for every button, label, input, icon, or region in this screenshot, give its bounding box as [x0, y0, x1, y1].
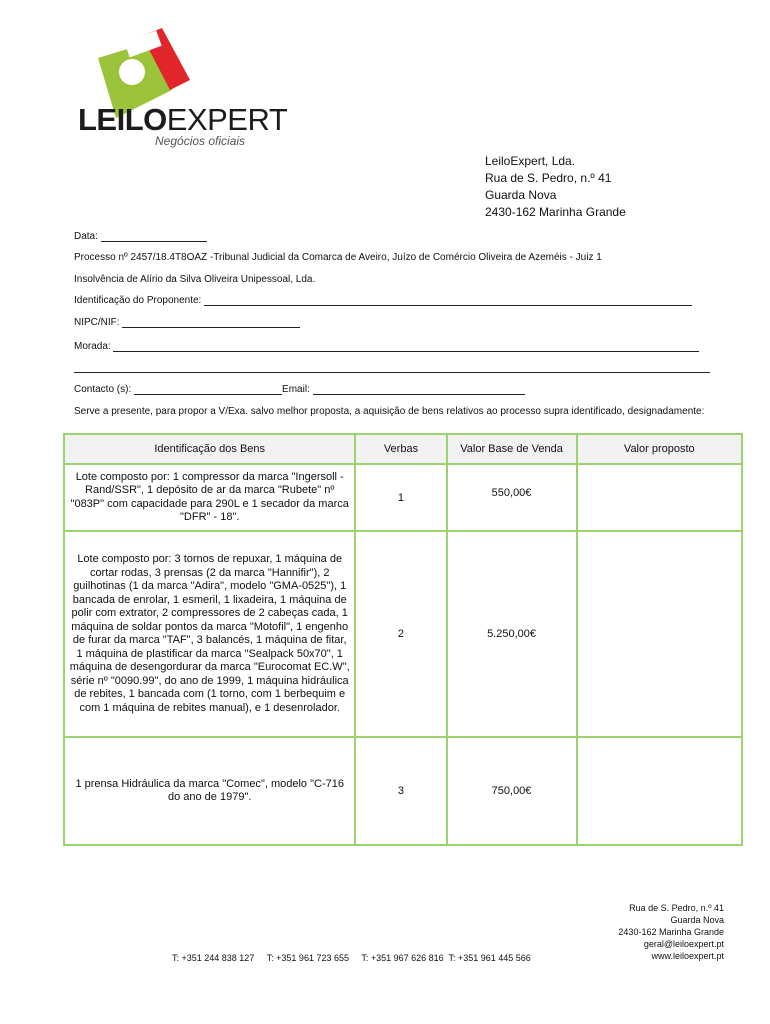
intro-paragraph: Serve a presente, para propor a V/Exa. salvo melhor proposta, a aquisição de bens relativos ao processo supra identificado, designadamente: — [74, 406, 705, 417]
morada-blank-line-2[interactable] — [74, 372, 710, 373]
proponente-label: Identificação do Proponente: — [74, 295, 202, 306]
recipient-line: Guarda Nova — [485, 188, 557, 202]
row-verba: 2 — [355, 531, 446, 737]
contacto-blank[interactable] — [134, 384, 282, 395]
proponente-field — [74, 295, 692, 306]
nif-field — [74, 317, 300, 328]
logo-tagline: Negócios oficiais — [155, 134, 246, 148]
footer-address — [618, 902, 724, 962]
row-description: 1 prensa Hidráulica da marca "Comec", modelo "C-716 do ano de 1979". — [64, 737, 355, 845]
row-valor-base: 550,00€ — [447, 464, 577, 531]
insolvencia-line: Insolvência de Alírio da Silva Oliveira Unipessoal, Lda. — [74, 274, 316, 285]
header-valor-proposto: Valor proposto — [577, 434, 742, 464]
processo-line: Processo nº 2457/18.4T8OAZ -Tribunal Judicial da Comarca de Aveiro, Juízo de Comércio Oliveira de Azeméis - Juiz 1 — [74, 252, 602, 263]
row-description: Lote composto por: 1 compressor da marca "Ingersoll - Rand/SSR", 1 depósito de ar da marca "Rubete" nº "083P" com capacidade para 290L e 1 secador da marca "DFR" - 18". — [64, 464, 355, 531]
data-blank[interactable] — [101, 231, 207, 242]
row-valor-proposto[interactable] — [577, 531, 742, 737]
morada-blank[interactable] — [113, 341, 699, 352]
nif-blank[interactable] — [122, 317, 300, 328]
row-valor-base: 5.250,00€ — [447, 531, 577, 737]
contacto-field — [74, 384, 525, 395]
data-field — [74, 231, 207, 242]
recipient-line: Rua de S. Pedro, n.º 41 — [485, 171, 612, 185]
row-valor-base: 750,00€ — [447, 737, 577, 845]
row-valor-proposto[interactable] — [577, 464, 742, 531]
row-verba: 1 — [355, 464, 446, 531]
table-row — [64, 531, 742, 737]
row-description: Lote composto por: 3 tornos de repuxar, 1 máquina de cortar rodas, 3 prensas (2 da marca "Hannifir"), 2 guilhotinas (1 da marca "Adira", modelo "GMA-0525"), 1 bancada de enrolar, 1 esmeril, 1 lixadeira, 1 máquina de polir com extrator, 2 compressores de 2 cabeças cada, 1 máquina de soldar pontos da marca "Motofil", 1 engenho de furar da marca "TAF", 3 balancés, 1 máquina de fitar, 1 máquina de plastificar da marca "Sealpack 50x70", 1 máquina de desengordurar da marca "Eurocomat EC.W", série nº "0090.99", do ano de 1999, 1 máquina hidráulica de rebites, 1 bancada com (1 torno, com 1 berbequim e com 1 máquina de rebites manual), e 1 desenrolador. — [64, 531, 355, 737]
row-verba: 3 — [355, 737, 446, 845]
recipient-address — [485, 153, 626, 221]
footer-phones — [172, 953, 531, 963]
goods-table — [63, 433, 743, 846]
table-row — [64, 737, 742, 845]
footer-address-line: Guarda Nova — [670, 915, 724, 925]
proponente-blank[interactable] — [204, 295, 692, 306]
logo-white-circle — [119, 59, 145, 85]
row-valor-proposto[interactable] — [577, 737, 742, 845]
header-verbas: Verbas — [355, 434, 446, 464]
nif-label: NIPC/NIF: — [74, 317, 120, 328]
data-label: Data: — [74, 231, 98, 242]
email-label: Email: — [282, 384, 310, 395]
contacto-label: Contacto (s): — [74, 384, 132, 395]
logo-wordmark: LEILOEXPERT — [78, 102, 288, 137]
morada-field — [74, 341, 699, 352]
morada-label: Morada: — [74, 341, 111, 352]
footer-email-link[interactable]: geral@leiloexpert.pt — [643, 939, 724, 949]
header-valor-base: Valor Base de Venda — [447, 434, 577, 464]
email-blank[interactable] — [313, 384, 525, 395]
footer-address-line: Rua de S. Pedro, n.º 41 — [629, 903, 724, 913]
recipient-line: LeiloExpert, Lda. — [485, 154, 576, 168]
footer-address-line: 2430-162 Marinha Grande — [618, 927, 724, 937]
table-header-row — [64, 434, 742, 464]
header-identificacao: Identificação dos Bens — [64, 434, 355, 464]
recipient-line: 2430-162 Marinha Grande — [485, 205, 626, 219]
table-row — [64, 464, 742, 531]
footer-phones-text: T: +351 244 838 127 T: +351 961 723 655 T: +351 967 626 816 T: +351 961 445 566 — [172, 953, 531, 963]
footer-website-link[interactable]: www.leiloexpert.pt — [651, 951, 724, 961]
